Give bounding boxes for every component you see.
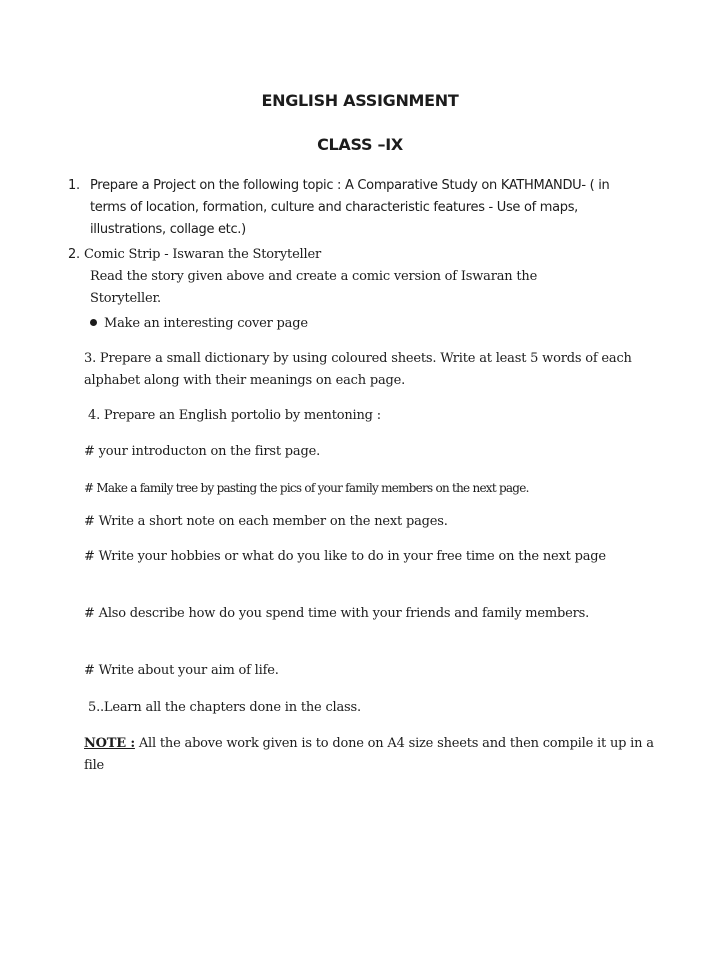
document-subtitle: CLASS –IX	[317, 135, 403, 154]
bullet-item	[90, 313, 490, 335]
list-item-1	[68, 175, 648, 241]
portfolio-point-1: # your introducton on the first page.	[84, 444, 321, 459]
list-item-2-description: Read the story given above and create a comic version of Iswaran the Storyteller.	[90, 269, 538, 306]
list-item-2-heading: Comic Strip - Iswaran the Storyteller	[84, 247, 321, 262]
bullet-text: Make an interesting cover page	[104, 316, 308, 331]
list-item-5: 5..Learn all the chapters done in the class.	[88, 700, 361, 715]
list-item-2	[68, 244, 648, 266]
portfolio-point-4: # Write your hobbies or what do you like to do in your free time on the next page	[84, 549, 606, 564]
note-label: NOTE :	[84, 736, 135, 751]
portfolio-point-6: # Write about your aim of life.	[84, 663, 279, 678]
note-text: All the above work given is to done on A4 size sheets and then compile it up in a file	[84, 736, 654, 773]
portfolio-point-2: # Make a family tree by pasting the pics of your family members on the next page.	[84, 481, 529, 495]
portfolio-point-5: # Also describe how do you spend time with your friends and family members.	[84, 606, 590, 621]
portfolio-point-3: # Write a short note on each member on the next pages.	[84, 514, 448, 529]
list-item-1-text: Prepare a Project on the following topic : A Comparative Study on KATHMANDU- ( in terms of location, formation, culture and characteristic features - Use of maps, illustrations, collage etc.)	[90, 178, 610, 237]
note-paragraph	[84, 733, 654, 777]
list-item-1-number: 1.	[68, 178, 80, 193]
list-item-2-number: 2.	[68, 247, 80, 262]
document-title: ENGLISH ASSIGNMENT	[261, 91, 459, 110]
list-item-3: 3. Prepare a small dictionary by using coloured sheets. Write at least 5 words of each alphabet along with their meanings on each page.	[84, 351, 632, 388]
bullet-icon	[90, 319, 97, 326]
list-item-4: 4. Prepare an English portolio by mentoning :	[88, 408, 381, 423]
